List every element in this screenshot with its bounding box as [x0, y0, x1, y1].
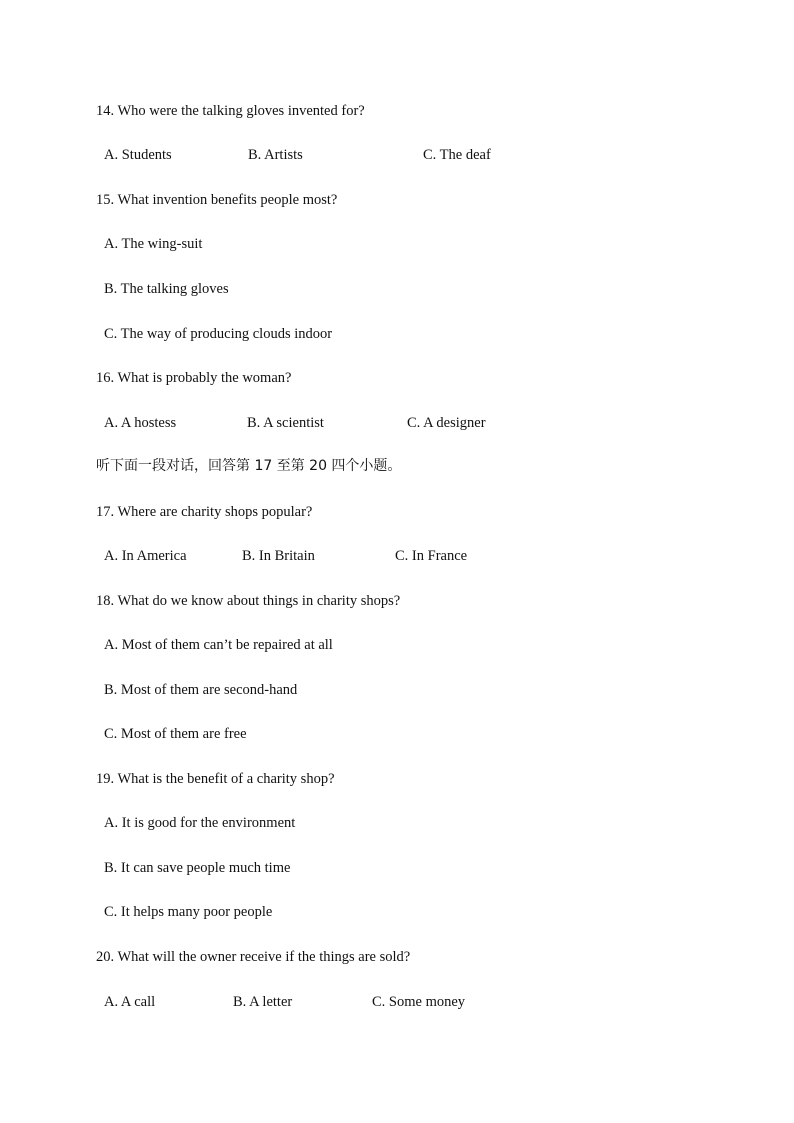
question-15-option-a[interactable]: A. The wing-suit — [104, 236, 203, 252]
question-16-option-a[interactable]: A. A hostess — [104, 415, 177, 431]
question-16-stem: 16. What is probably the woman? — [96, 370, 292, 386]
question-16-option-c[interactable]: C. A designer — [407, 415, 486, 431]
question-17-option-a[interactable]: A. In America — [104, 548, 187, 564]
question-15-stem: 15. What invention benefits people most? — [96, 192, 338, 208]
question-16-option-b[interactable]: B. A scientist — [247, 415, 324, 431]
question-17-option-c[interactable]: C. In France — [395, 548, 468, 564]
question-17-option-b[interactable]: B. In Britain — [242, 548, 315, 564]
question-19-stem: 19. What is the benefit of a charity shop? — [96, 771, 335, 787]
question-19-option-a[interactable]: A. It is good for the environment — [104, 815, 296, 831]
question-17-stem: 17. Where are charity shops popular? — [96, 504, 313, 520]
question-14-stem: 14. Who were the talking gloves invented for? — [96, 103, 365, 119]
question-20-option-b[interactable]: B. A letter — [233, 994, 293, 1010]
question-20-option-c[interactable]: C. Some money — [372, 994, 466, 1010]
question-15-option-c[interactable]: C. The way of producing clouds indoor — [104, 326, 333, 342]
question-19-option-c[interactable]: C. It helps many poor people — [104, 904, 273, 920]
question-18-option-b[interactable]: B. Most of them are second-hand — [104, 682, 298, 698]
question-19-option-b[interactable]: B. It can save people much time — [104, 860, 291, 876]
question-18-option-a[interactable]: A. Most of them can’t be repaired at all — [104, 637, 333, 653]
section-instruction: 听下面一段对话，回答第 17 至第 20 四个小题。 — [96, 458, 402, 474]
question-14-option-c[interactable]: C. The deaf — [423, 147, 491, 163]
question-20-option-a[interactable]: A. A call — [104, 994, 156, 1010]
question-18-option-c[interactable]: C. Most of them are free — [104, 726, 247, 742]
question-14-option-a[interactable]: A. Students — [104, 147, 172, 163]
question-20-stem: 20. What will the owner receive if the things are sold? — [96, 949, 411, 965]
question-14-option-b[interactable]: B. Artists — [248, 147, 303, 163]
question-18-stem: 18. What do we know about things in charity shops? — [96, 593, 401, 609]
question-15-option-b[interactable]: B. The talking gloves — [104, 281, 229, 297]
